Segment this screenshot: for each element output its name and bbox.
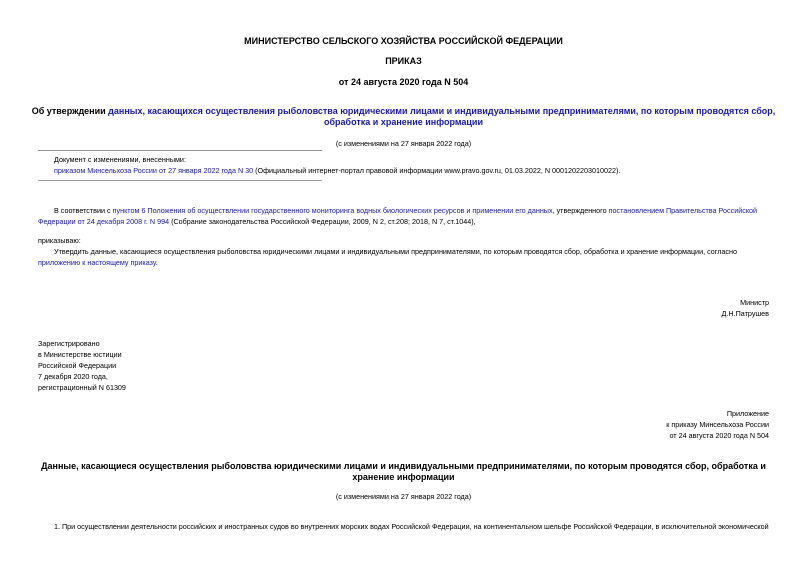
preamble-link2b[interactable]: Федерации от 24 декабря 2008 г. N 994 <box>38 217 170 226</box>
document-date: от 24 августа 2020 года N 504 <box>338 77 469 87</box>
appendix-ref-line: Приложение <box>726 409 769 418</box>
ministry-heading: МИНИСТЕРСТВО СЕЛЬСКОГО ХОЗЯЙСТВА РОССИЙСКОЙ ФЕДЕРАЦИИ <box>244 36 563 46</box>
preamble-text3: (Собрание законодательства Российской Федерации, 2009, N 2, ст.208; 2018, N 7, ст.1044), <box>169 217 476 226</box>
changes-label: Документ с изменениями, внесенными: <box>54 155 186 164</box>
order-end: . <box>155 258 158 267</box>
order-word: приказываю: <box>38 236 81 245</box>
order-text: Утвердить данные, касающиеся осуществления рыболовства юридическими лицами и индивидуальными предпринимателями, по которым проводятся сбор, обработка и хранение информации, согласно <box>54 247 737 256</box>
amended-note: (с изменениями на 27 января 2022 года) <box>335 139 472 148</box>
appendix-item-1: 1. При осуществлении деятельности российских и иностранных судов во внутренних морских водах Российской Федерации, на континентальном шельфе Российской Федерации, в исключительной экономической <box>54 522 769 531</box>
document-type: ПРИКАЗ <box>385 56 422 66</box>
registration-line: в Министерстве юстиции <box>38 350 122 359</box>
divider-top <box>38 150 322 151</box>
preamble-text2: , утвержденного <box>552 206 609 215</box>
appendix-reference <box>519 408 769 441</box>
changes-source: (Официальный интернет-портал правовой информации www.pravo.gov.ru, 01.03.2022, N 0001202203010022). <box>253 166 621 175</box>
order-title-link[interactable]: данных, касающихся осуществления рыболовства юридическими лицами и индивидуальными предпринимателями, по которым проводятся сбор, <box>108 106 776 116</box>
order-title-prefix: Об утверждении <box>31 106 109 116</box>
signature-name: Д.Н.Патрушев <box>721 309 769 318</box>
order-title-link-line2[interactable]: обработка и хранение информации <box>323 117 483 127</box>
registration-line: регистрационный N 61309 <box>38 383 126 392</box>
order-paragraph <box>38 246 768 268</box>
changes-link[interactable]: приказом Минсельхоза России от 27 января 2022 года N 30 <box>54 166 254 175</box>
appendix-title-line2: хранение информации <box>352 472 455 482</box>
appendix-link[interactable]: приложению к настоящему приказу <box>38 258 156 267</box>
changes-line <box>54 166 620 175</box>
appendix-title-line1: Данные, касающиеся осуществления рыболовства юридическими лицами и индивидуальными предпринимателями, по которым проводятся сбор, обработка и <box>41 461 766 471</box>
registration-line: Зарегистрировано <box>38 339 100 348</box>
registration-line: Российской Федерации <box>38 361 117 370</box>
appendix-ref-line: от 24 августа 2020 года N 504 <box>669 431 769 440</box>
signature-position: Министр <box>740 298 769 307</box>
preamble-link1[interactable]: пунктом 6 Положения об осуществлении государственного мониторинга водных биологических ресурсов и применении его данных <box>112 206 553 215</box>
registration-line: 7 декабря 2020 года, <box>38 372 108 381</box>
preamble-paragraph <box>38 205 768 227</box>
appendix-amended-note: (с изменениями на 27 января 2022 года) <box>335 492 472 501</box>
registration-block <box>38 338 238 393</box>
preamble-link2a[interactable]: постановлением Правительства Российской <box>608 206 758 215</box>
appendix-ref-line: к приказу Минсельхоза России <box>666 420 769 429</box>
divider-bottom <box>38 180 322 181</box>
order-title-line1 <box>0 106 807 116</box>
preamble-text1: В соответствии с <box>54 206 113 215</box>
